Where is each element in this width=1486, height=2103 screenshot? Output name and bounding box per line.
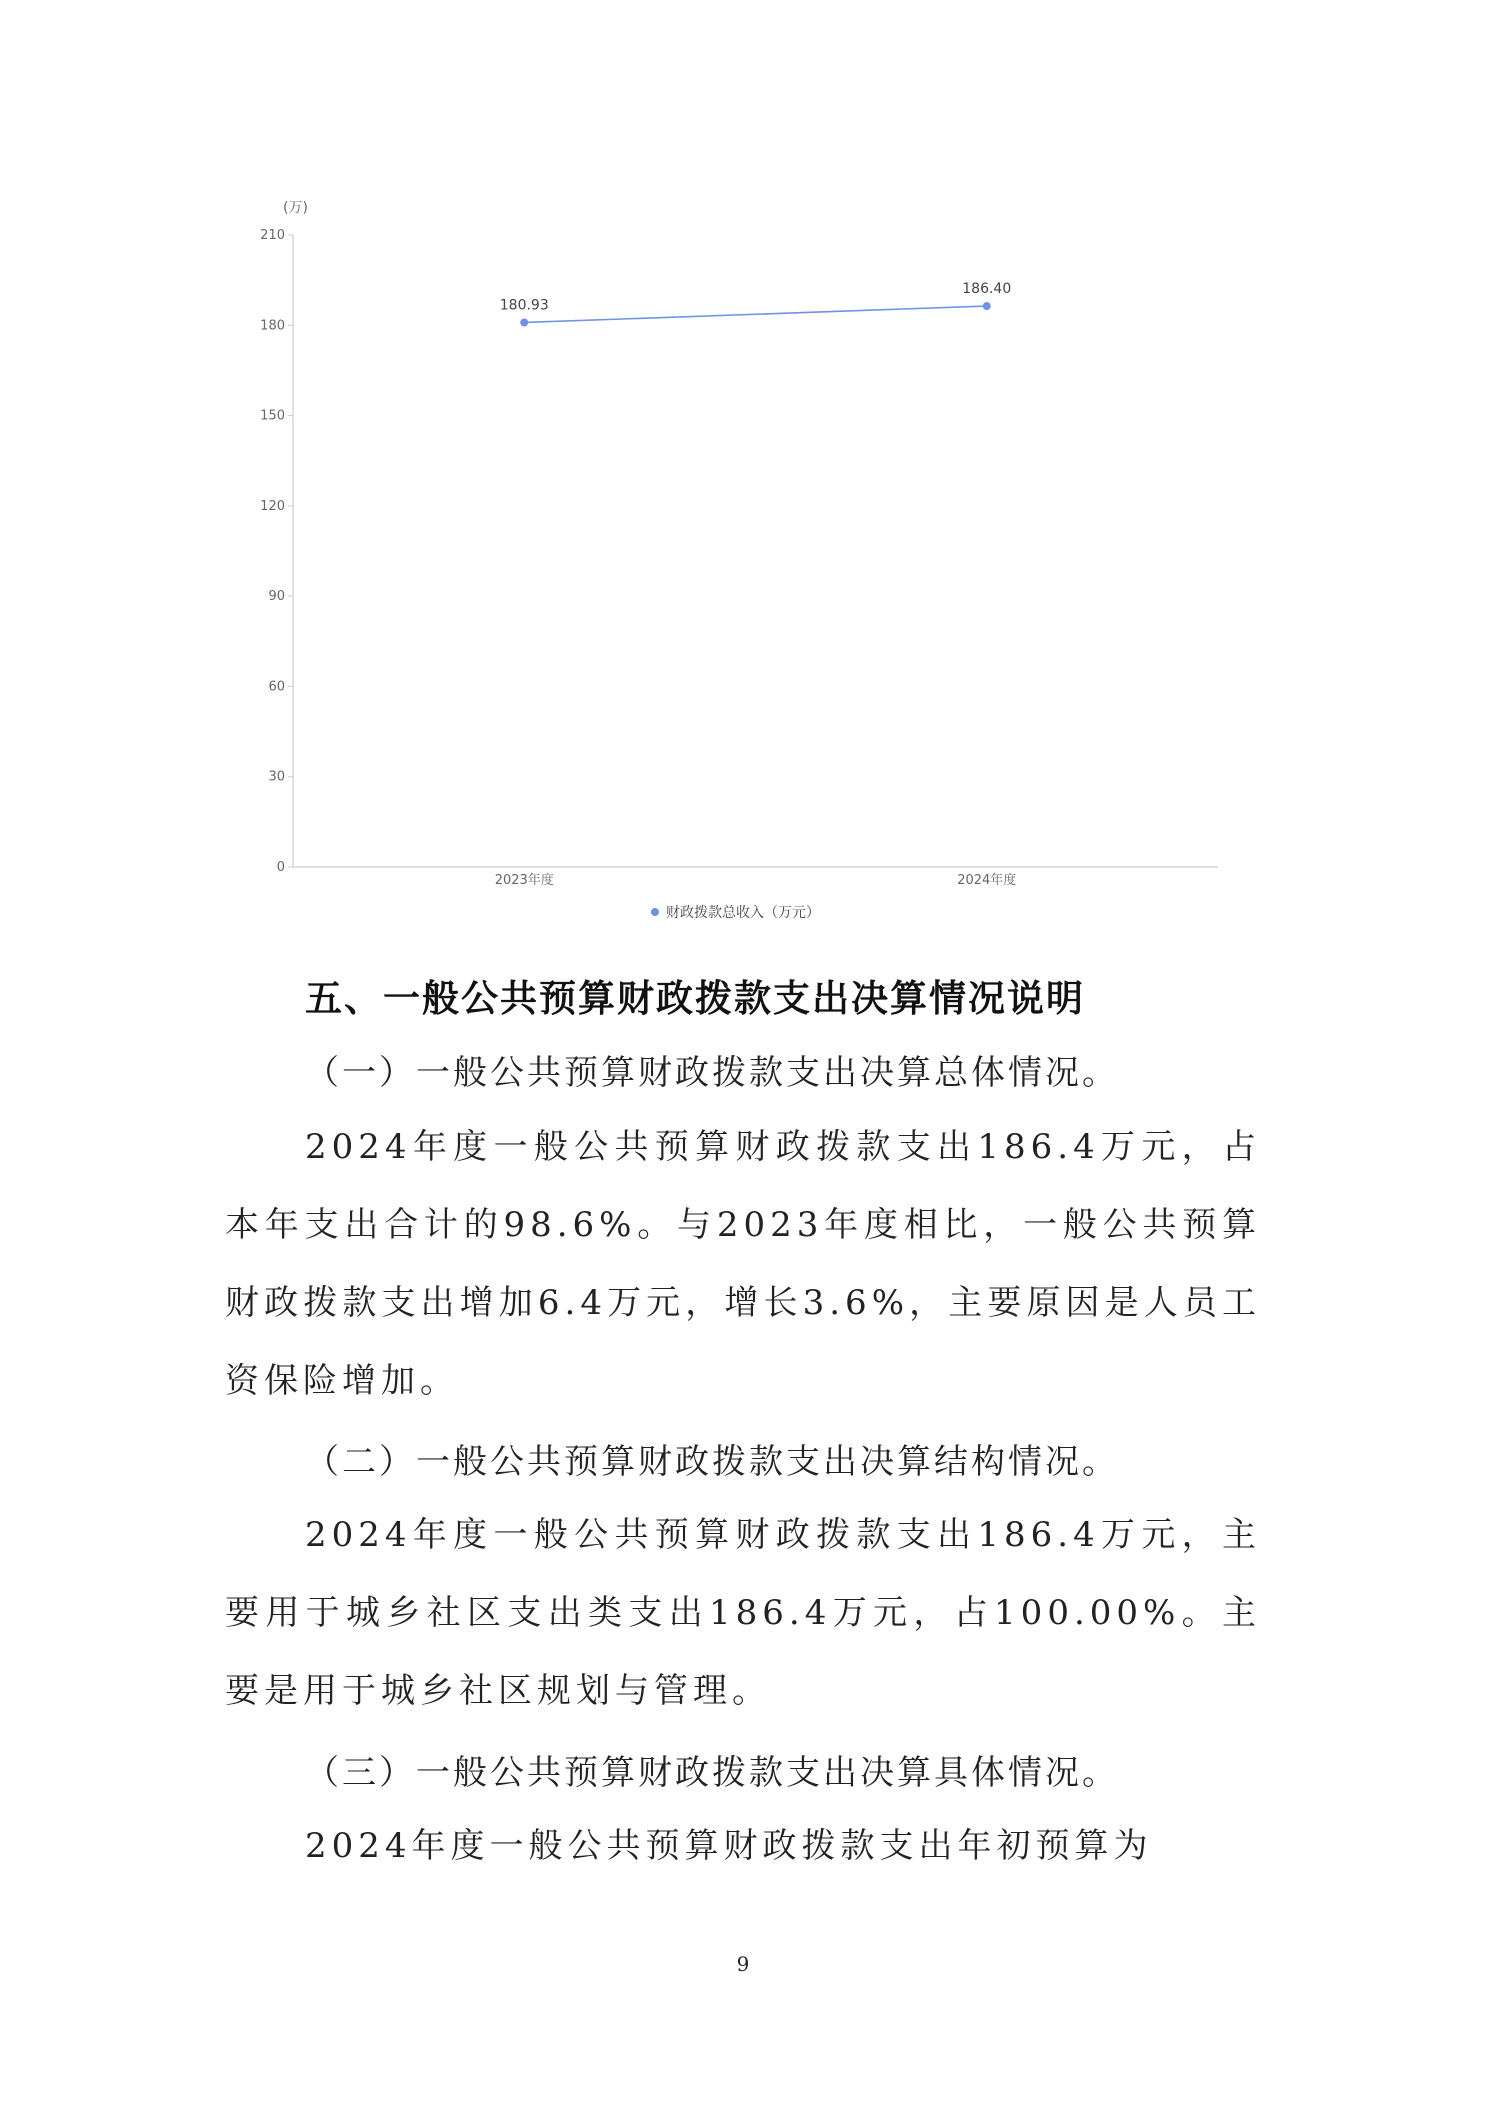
y-tick-label: 210 bbox=[260, 228, 285, 243]
y-tick-label: 120 bbox=[260, 498, 285, 514]
paragraph-overall: 2024年度一般公共预算财政拨款支出186.4万元，占本年支出合计的98.6%。与2023年度相比，一般公共预算财政拨款支出增加6.4万元，增长3.6%，主要原因是人员工资保险增加。 bbox=[225, 1127, 1261, 1401]
legend-label: 财政拨款总收入（万元） bbox=[666, 905, 820, 921]
subheading-structure: （二）一般公共预算财政拨款支出决算结构情况。 bbox=[305, 1442, 1119, 1482]
section-heading: 五、一般公共预算财政拨款支出决算情况说明 bbox=[305, 976, 1085, 1020]
y-tick-label: 0 bbox=[276, 860, 285, 875]
data-label: 186.40 bbox=[962, 281, 1012, 298]
data-point bbox=[983, 302, 991, 310]
y-tick-label: 180 bbox=[260, 318, 285, 334]
subheading-detail: （三）一般公共预算财政拨款支出决算具体情况。 bbox=[305, 1753, 1119, 1793]
x-axis bbox=[495, 872, 1017, 888]
series-lines bbox=[500, 281, 1012, 326]
income-line-chart bbox=[0, 0, 1486, 940]
y-axis bbox=[260, 228, 293, 875]
y-unit-label: (万) bbox=[283, 200, 308, 216]
page-number: 9 bbox=[736, 1952, 750, 1976]
series-line bbox=[524, 306, 987, 322]
x-tick-label: 2024年度 bbox=[957, 873, 1017, 888]
subheading-overall: （一）一般公共预算财政拨款支出决算总体情况。 bbox=[305, 1053, 1119, 1093]
paragraph-detail: 2024年度一般公共预算财政拨款支出年初预算为 bbox=[305, 1826, 1153, 1866]
data-point bbox=[520, 318, 528, 326]
legend bbox=[651, 904, 820, 921]
y-tick-label: 150 bbox=[260, 408, 285, 424]
x-tick-label: 2023年度 bbox=[494, 873, 554, 888]
paragraph-structure: 2024年度一般公共预算财政拨款支出186.4万元，主要用于城乡社区支出类支出186.4万元，占100.00%。主要是用于城乡社区规划与管理。 bbox=[225, 1515, 1261, 1711]
y-tick-label: 90 bbox=[268, 589, 285, 605]
legend-marker bbox=[651, 908, 659, 916]
y-tick-label: 60 bbox=[268, 679, 285, 695]
data-label: 180.93 bbox=[499, 297, 549, 314]
y-tick-label: 30 bbox=[268, 769, 285, 785]
